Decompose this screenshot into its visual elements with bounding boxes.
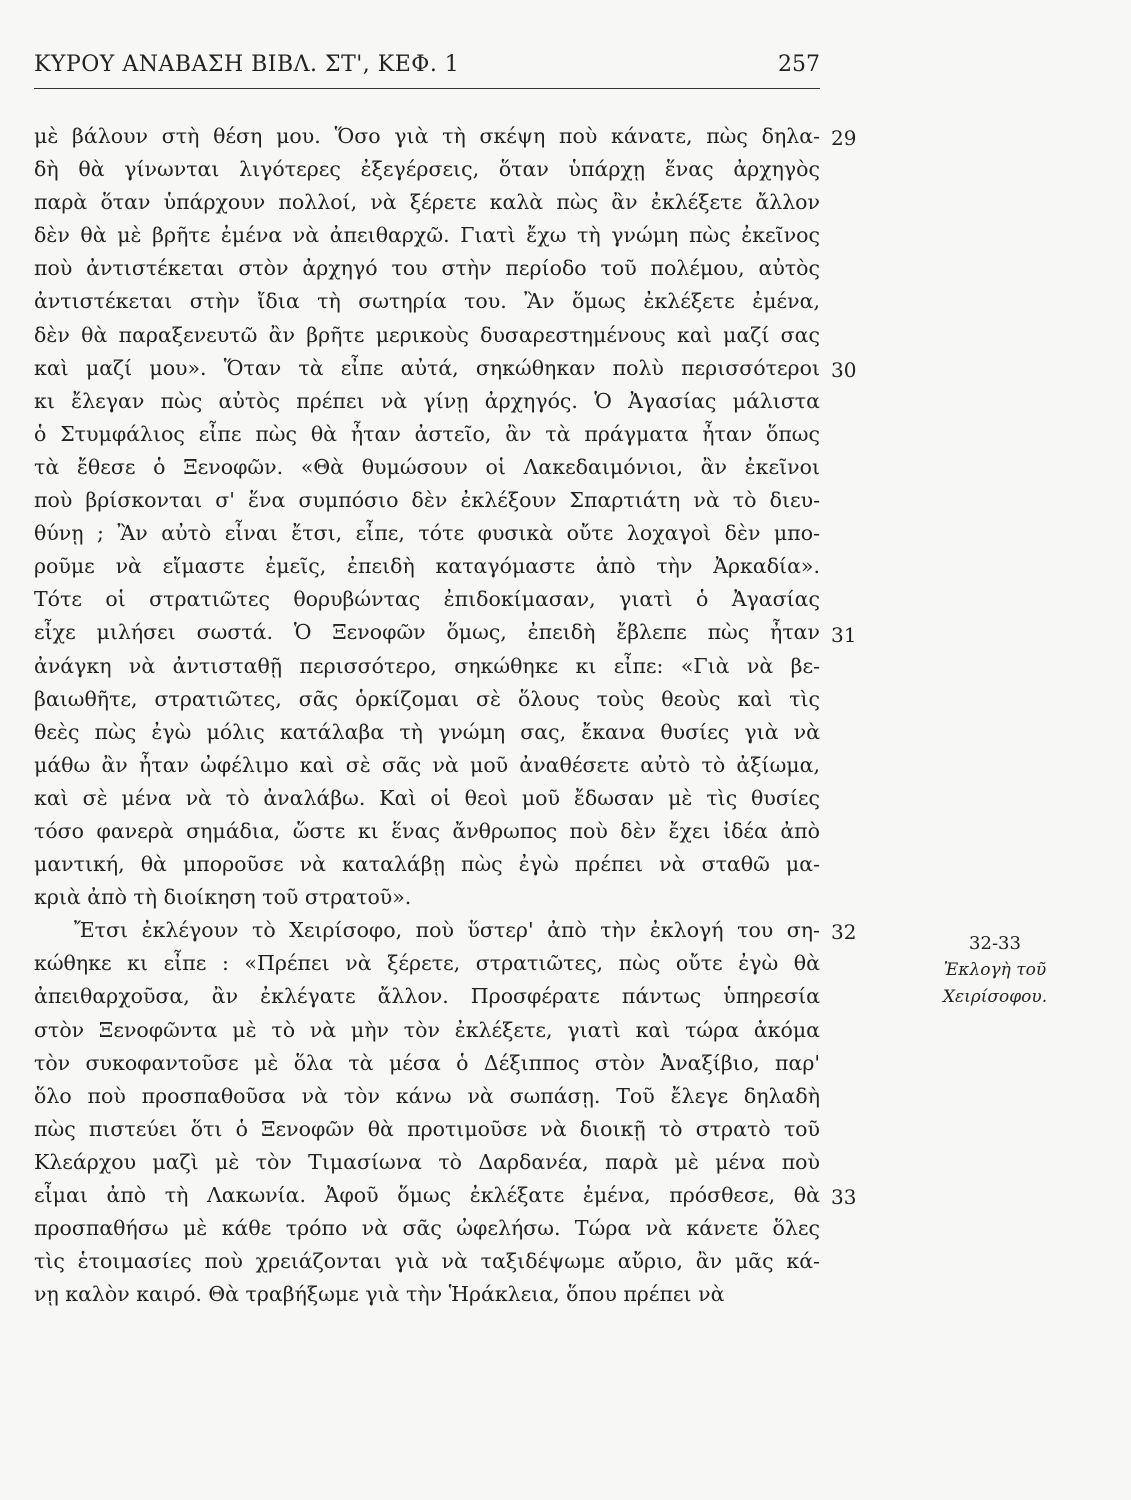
- text-line: ἀνάγκη νὰ ἀντισταθῇ περισσότερο, σηκώθηκε κι εἶπε: «Γιὰ νὰ βε-: [34, 653, 820, 678]
- body-text: [34, 120, 820, 1311]
- text-line: θεὲς πὼς ἐγὼ μόλις κατάλαβα τὴ γνώμη σας, ἔκανα θυσίες γιὰ νὰ: [34, 719, 820, 744]
- text-line: ροῦμε νὰ εἴμαστε ἐμεῖς, ἐπειδὴ καταγόμαστε ἀπὸ τὴν Ἀρκαδία».: [34, 554, 820, 579]
- text-line: πὼς πιστεύει ὅτι ὁ Ξενοφῶν θὰ προτιμοῦσε νὰ διοικῇ τὸ στρατὸ τοῦ: [34, 1116, 820, 1141]
- text-line: μάθω ἂν ἦταν ὠφέλιμο καὶ σὲ σᾶς νὰ μοῦ ἀναθέσετε αὐτὸ τὸ ἀξίωμα,: [34, 752, 820, 777]
- text-line: βαιωθῆτε, στρατιῶτες, σᾶς ὁρκίζομαι σὲ ὅλους τοὺς θεοὺς καὶ τὶς: [34, 686, 820, 711]
- text-line: δὴ θὰ γίνωνται λιγότερες ἐξεγέρσεις, ὅταν ὑπάρχῃ ἕνας ἀρχηγὸς: [34, 157, 820, 182]
- text-line: τὸν συκοφαντοῦσε μὲ ὅλα τὰ μέσα ὁ Δέξιππος στὸν Ἀναξίβιο, παρ': [34, 1050, 820, 1075]
- text-line: ἀπειθαρχοῦσα, ἂν ἐκλέγατε ἄλλον. Προσφέρατε πάντως ὑπηρεσία: [34, 984, 820, 1009]
- text-line: κριὰ ἀπὸ τὴ διοίκηση τοῦ στρατοῦ».: [34, 885, 412, 910]
- text-line: τὰ ἔθεσε ὁ Ξενοφῶν. «Θὰ θυμώσουν οἱ Λακεδαιμόνιοι, ἂν ἐκεῖνοι: [34, 454, 820, 479]
- text-line: Τότε οἱ στρατιῶτες θορυβώντας ἐπιδοκίμασαν, γιατὶ ὁ Ἀγασίας: [34, 587, 820, 612]
- text-line: κώθηκε κι εἶπε : «Πρέπει νὰ ξέρετε, στρατιῶτες, πὼς οὔτε ἐγὼ θὰ: [34, 951, 820, 976]
- page-header: [34, 48, 820, 88]
- text-line: καὶ μαζί μου». Ὅταν τὰ εἶπε αὐτά, σηκώθηκαν πολὺ περισσότεροι: [34, 355, 820, 380]
- page-number: 257: [778, 52, 820, 77]
- text-line: ἀντιστέκεται στὴν ἴδια τὴ σωτηρία του. Ἂν ὅμως ἐκλέξετε ἐμένα,: [34, 289, 820, 314]
- text-line: τὶς ἑτοιμασίες ποὺ χρειάζονται γιὰ νὰ ταξιδέψωμε αὔριο, ἂν μᾶς κά-: [34, 1249, 820, 1274]
- text-line: δὲν θὰ παραξενευτῶ ἂν βρῆτε μερικοὺς δυσαρεστημένους καὶ μαζί σας: [34, 322, 820, 347]
- text-line: ποὺ ἀντιστέκεται στὸν ἀρχηγό του στὴν περίοδο τοῦ πολέμου, αὐτὸς: [34, 256, 820, 281]
- text-line: παρὰ ὅταν ὑπάρχουν πολλοί, νὰ ξέρετε καλὰ πὼς ἂν ἐκλέξετε ἄλλον: [34, 190, 820, 215]
- text-line: προσπαθήσω μὲ κάθε τρόπο νὰ σᾶς ὠφελήσω. Τώρα νὰ κάνετε ὅλες: [34, 1216, 820, 1241]
- header-rule: [34, 88, 820, 89]
- margin-note-range: 32-33: [969, 933, 1021, 954]
- text-line: εἶμαι ἀπὸ τὴ Λακωνία. Ἀφοῦ ὅμως ἐκλέξατε ἐμένα, πρόσθεσε, θὰ: [34, 1183, 820, 1207]
- text-line: Ἔτσι ἐκλέγουν τὸ Χειρίσοφο, ποὺ ὕστερ' ἀπὸ τὴν ἐκλογή του ση-: [74, 918, 820, 943]
- section-number: 31: [831, 622, 857, 647]
- text-line: τόσο φανερὰ σημάδια, ὥστε κι ἕνας ἄνθρωπος ποὺ δὲν ἔχει ἰδέα ἀπὸ: [34, 818, 820, 843]
- running-head: ΚΥΡΟΥ ΑΝΑΒΑΣΗ ΒΙΒΛ. ΣΤ', ΚΕΦ. 1: [34, 52, 460, 77]
- text-line: ὅλο ποὺ προσπαθοῦσα νὰ τὸν κάνω νὰ σωπάσῃ. Τοῦ ἔλεγε δηλαδὴ: [34, 1083, 820, 1108]
- text-line: θύνῃ ; Ἂν αὐτὸ εἶναι ἔτσι, εἶπε, τότε φυσικὰ οὔτε λοχαγοὶ δὲν μπο-: [34, 521, 820, 546]
- margin-note: [900, 930, 1090, 1011]
- text-line: μὲ βάλουν στὴ θέση μου. Ὅσο γιὰ τὴ σκέψη ποὺ κάνατε, πὼς δηλα-: [34, 124, 820, 148]
- text-line: Κλεάρχου μαζὶ μὲ τὸν Τιμασίωνα τὸ Δαρδανέα, παρὰ μὲ μένα ποὺ: [34, 1149, 820, 1174]
- text-line: δὲν θὰ μὲ βρῆτε ἐμένα νὰ ἀπειθαρχῶ. Γιατὶ ἔχω τὴ γνώμη πὼς ἐκεῖνος: [34, 223, 820, 248]
- section-number: 32: [831, 920, 857, 945]
- margin-note-title-line-1: Ἐκλογὴ τοῦ: [943, 960, 1047, 980]
- text-line: μαντική, θὰ μποροῦσε νὰ καταλάβῃ πὼς ἐγὼ πρέπει νὰ σταθῶ μα-: [34, 852, 820, 877]
- text-line: καὶ σὲ μένα νὰ τὸ ἀναλάβω. Καὶ οἱ θεοὶ μοῦ ἔδωσαν μὲ τὶς θυσίες: [34, 785, 820, 810]
- margin-note-title-line-2: Χειρίσοφου.: [942, 987, 1048, 1007]
- text-line: κι ἔλεγαν πὼς αὐτὸς πρέπει νὰ γίνῃ ἀρχηγός. Ὁ Ἀγασίας μάλιστα: [34, 388, 820, 413]
- section-number: 33: [831, 1185, 857, 1210]
- text-line: στὸν Ξενοφῶντα μὲ τὸ νὰ μὴν τὸν ἐκλέξετε, γιατὶ καὶ τώρα ἀκόμα: [34, 1017, 820, 1042]
- section-number: 29: [831, 126, 857, 150]
- text-line: ποὺ βρίσκονται σ' ἕνα συμπόσιο δὲν ἐκλέξουν Σπαρτιάτη νὰ τὸ διευ-: [34, 488, 820, 513]
- section-number: 30: [831, 357, 857, 382]
- text-line: ὁ Στυμφάλιος εἶπε πὼς θὰ ἦταν ἀστεῖο, ἂν τὰ πράγματα ἦταν ὅπως: [34, 421, 820, 446]
- text-line: εἶχε μιλήσει σωστά. Ὁ Ξενοφῶν ὅμως, ἐπειδὴ ἔβλεπε πὼς ἦταν: [34, 620, 820, 645]
- text-line: νῃ καλὸν καιρό. Θὰ τραβήξωμε γιὰ τὴν Ἡράκλεια, ὅπου πρέπει νὰ: [34, 1282, 725, 1307]
